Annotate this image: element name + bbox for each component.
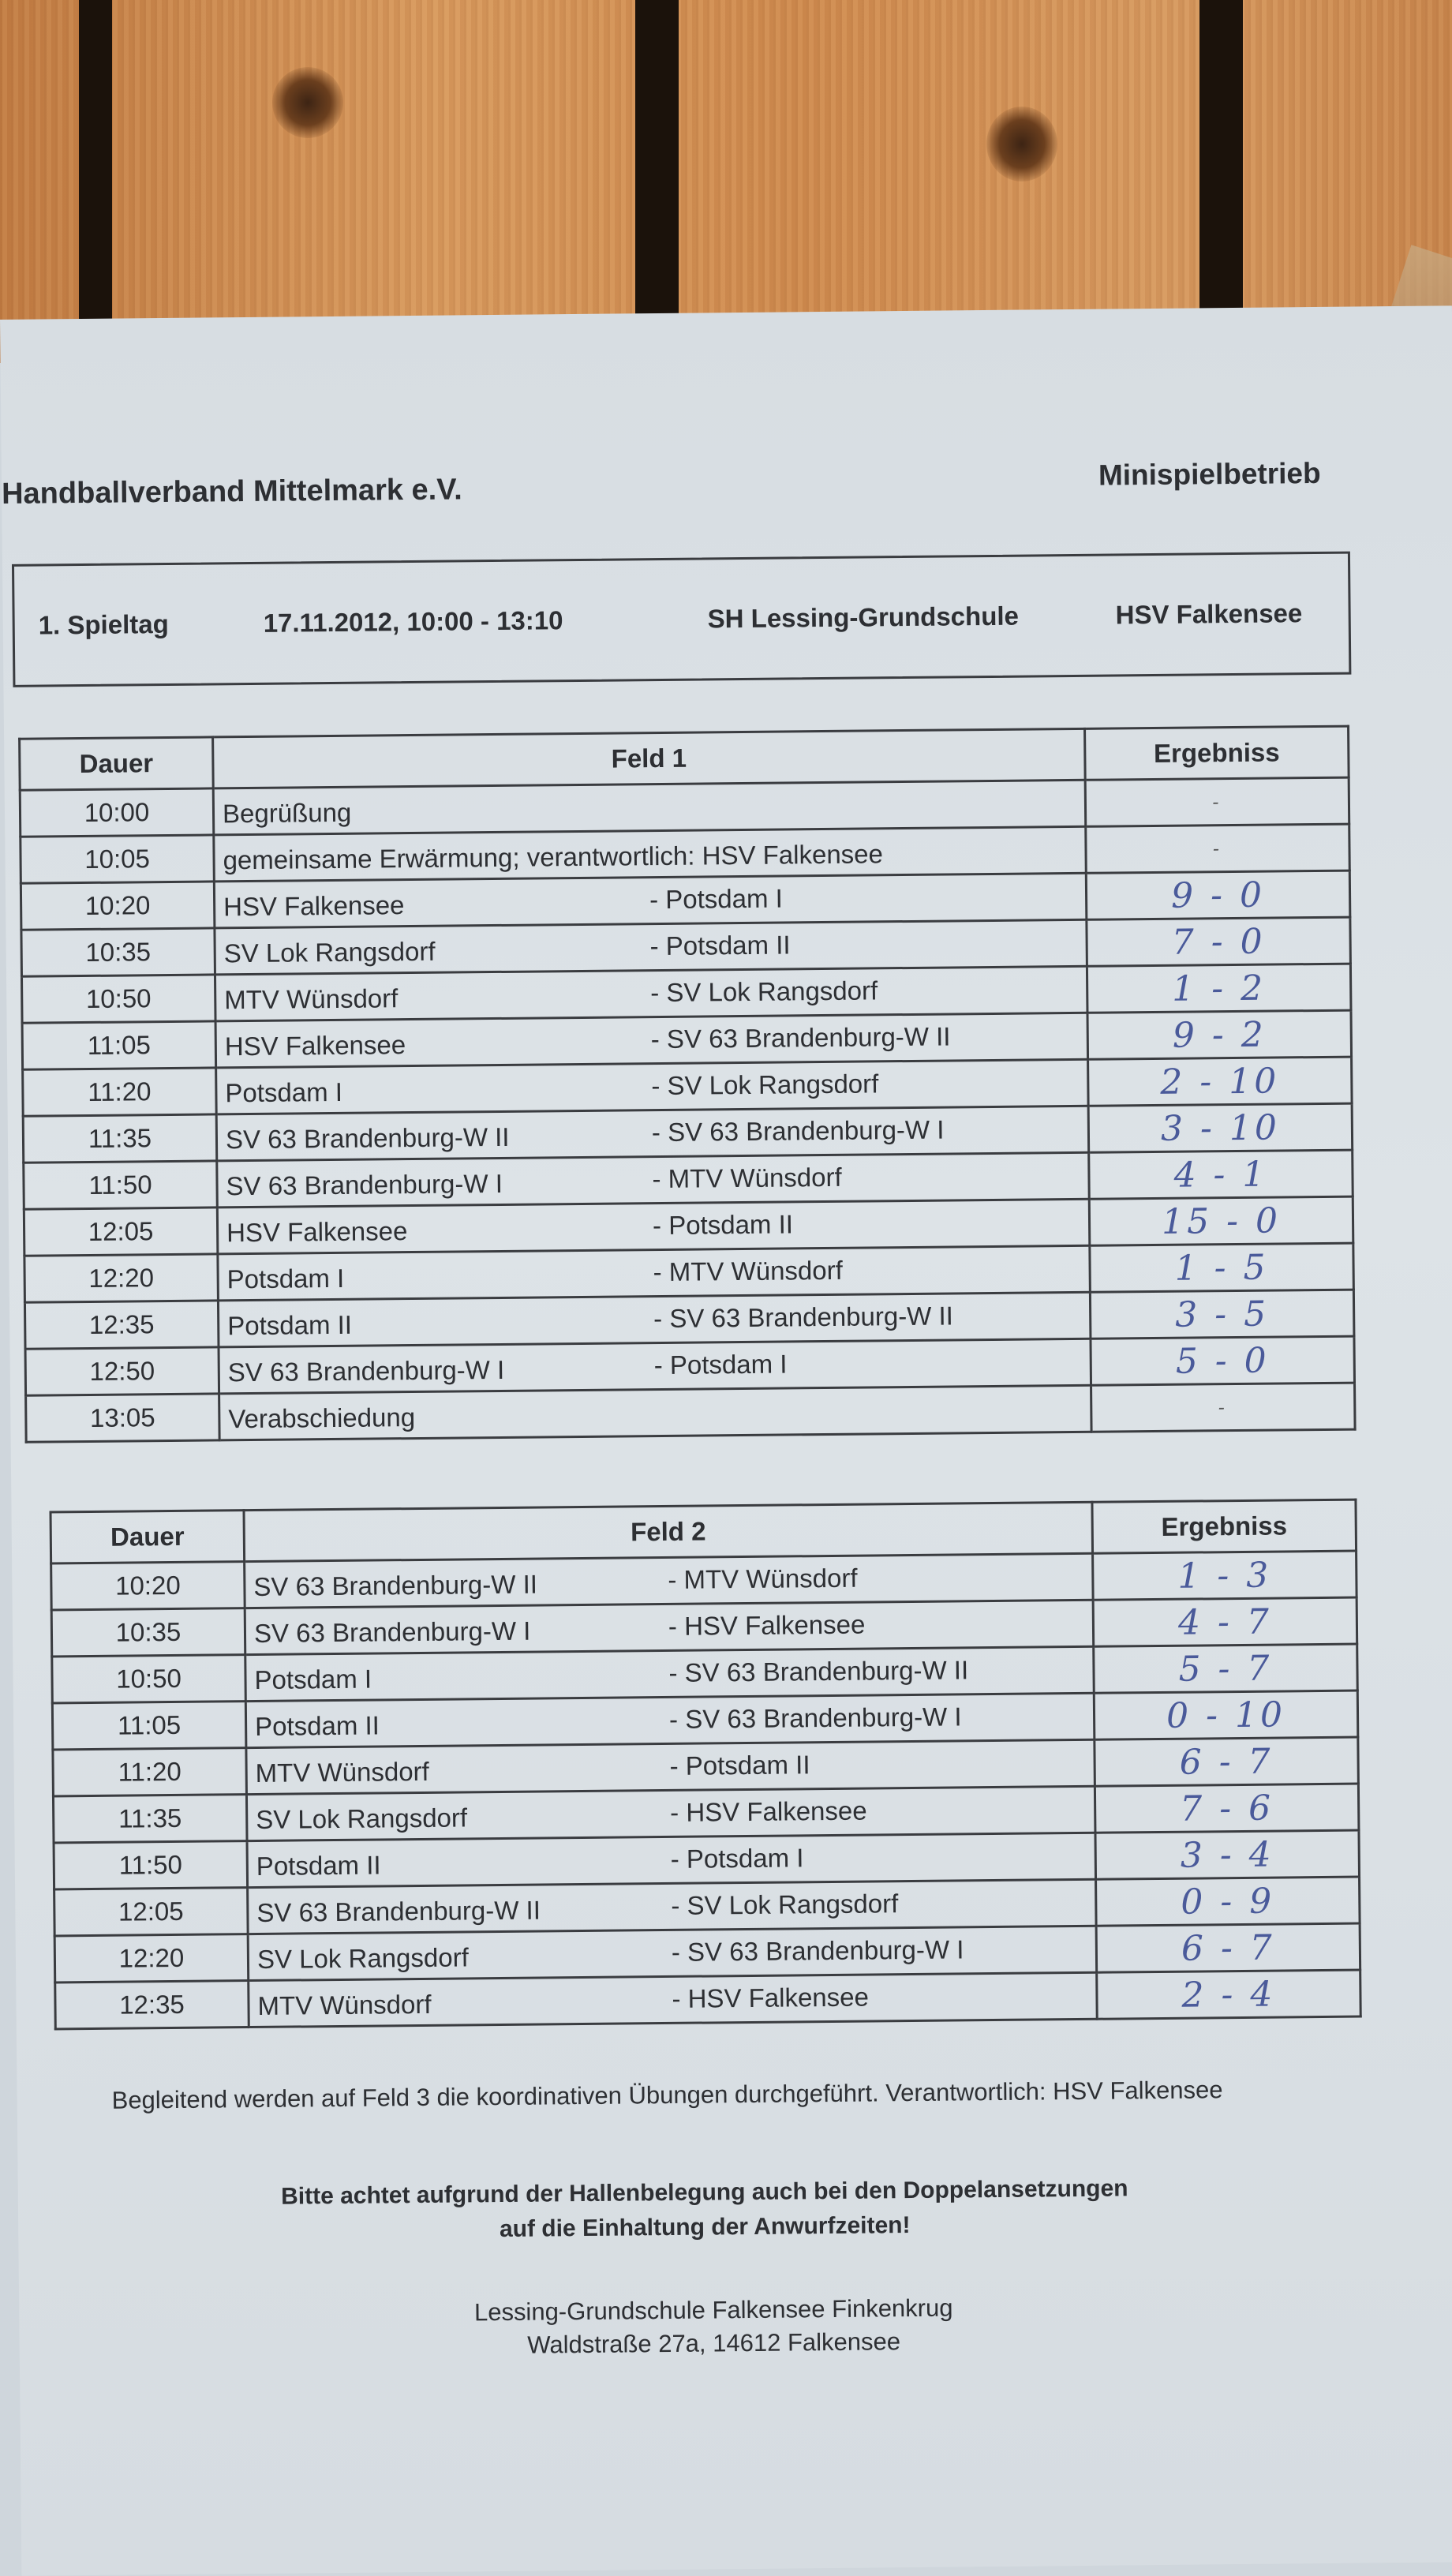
away-team: - Potsdam I <box>653 1349 788 1380</box>
away-team: - MTV Wünsdorf <box>668 1563 858 1594</box>
match-result: 7 - 6 <box>1095 1784 1359 1833</box>
match-cell <box>246 1739 1095 1794</box>
match-result: 2 - 4 <box>1097 1970 1361 2019</box>
home-team: Verabschiedung <box>228 1402 416 1434</box>
home-team: Begrüßung <box>222 797 352 829</box>
column-header-field: Feld 1 <box>213 728 1086 788</box>
organization-name: Handballverband Mittelmark e.V. <box>1 473 462 511</box>
column-header-result: Ergebniss <box>1085 726 1349 780</box>
column-header-duration: Dauer <box>20 737 214 790</box>
home-team: Potsdam II <box>254 1710 380 1741</box>
match-cell <box>245 1600 1094 1654</box>
match-cell <box>248 1879 1097 1934</box>
match-cell <box>249 1972 1098 2027</box>
match-result: 7 - 0 <box>1087 917 1351 966</box>
program-name: Minispielbetrieb <box>1098 456 1321 492</box>
home-team: HSV Falkensee <box>224 1030 406 1061</box>
wood-knot <box>272 67 343 138</box>
match-time: 12:05 <box>24 1208 218 1256</box>
match-result: 4 - 1 <box>1089 1150 1353 1199</box>
match-cell <box>214 826 1087 882</box>
match-time: 12:35 <box>55 1981 249 2029</box>
match-time: 11:20 <box>23 1068 217 1116</box>
match-time: 10:50 <box>21 975 215 1023</box>
home-team: Potsdam I <box>226 1263 345 1294</box>
away-team: - HSV Falkensee <box>668 1609 866 1641</box>
away-team: - MTV Wünsdorf <box>652 1162 842 1194</box>
home-team: SV 63 Brandenburg-W I <box>227 1354 505 1387</box>
away-team: - SV Lok Rangsdorf <box>671 1889 899 1920</box>
match-result: 15 - 0 <box>1089 1196 1353 1245</box>
match-time: 11:35 <box>53 1795 247 1843</box>
warning-line: auf die Einhaltung der Anwurfzeiten! <box>499 2212 911 2243</box>
wood-knot <box>986 107 1057 182</box>
match-cell <box>247 1833 1096 1887</box>
match-result: 1 - 5 <box>1090 1243 1354 1292</box>
match-cell <box>218 1245 1091 1301</box>
match-time: 12:20 <box>54 1934 249 1983</box>
venue-address <box>19 2287 1409 2367</box>
away-team: - SV 63 Brandenburg-W I <box>651 1114 945 1148</box>
match-cell <box>215 1013 1088 1068</box>
match-time: 10:35 <box>51 1608 245 1657</box>
home-team: SV 63 Brandenburg-W II <box>253 1569 538 1601</box>
away-team: - SV 63 Brandenburg-W II <box>653 1301 954 1334</box>
column-header-duration: Dauer <box>51 1511 245 1563</box>
match-result: 3 - 4 <box>1095 1830 1360 1879</box>
home-team: Potsdam II <box>256 1850 381 1881</box>
match-time: 10:20 <box>51 1562 245 1610</box>
match-time: 11:05 <box>52 1702 246 1750</box>
match-cell <box>214 873 1087 928</box>
match-result: - <box>1091 1383 1356 1432</box>
home-team: gemeinsame Erwärmung; verantwortlich: HSV Falkensee <box>223 839 884 875</box>
home-team: SV 63 Brandenburg-W I <box>253 1616 531 1648</box>
match-time: 11:50 <box>54 1841 248 1889</box>
home-team: Potsdam II <box>227 1309 353 1341</box>
home-team: Potsdam I <box>254 1664 372 1694</box>
match-time: 13:05 <box>26 1394 220 1442</box>
column-header-field: Feld 2 <box>244 1502 1093 1561</box>
match-result: - <box>1086 824 1350 873</box>
home-team: HSV Falkensee <box>226 1216 408 1248</box>
event-info-box <box>12 552 1351 687</box>
match-result: 5 - 0 <box>1091 1336 1355 1385</box>
schedule-sheet <box>0 305 1452 2576</box>
match-result: 1 - 3 <box>1093 1551 1357 1600</box>
match-time: 12:05 <box>54 1888 249 1936</box>
board-gap <box>79 0 112 363</box>
match-cell <box>216 1059 1089 1114</box>
match-time: 11:50 <box>24 1161 218 1209</box>
match-result: - <box>1085 777 1349 826</box>
home-team: SV 63 Brandenburg-W I <box>226 1168 503 1201</box>
home-team: Potsdam I <box>225 1076 343 1108</box>
event-venue: SH Lessing-Grundschule <box>707 601 1020 634</box>
match-result: 9 - 2 <box>1087 1010 1352 1059</box>
match-result: 6 - 7 <box>1095 1737 1359 1786</box>
away-team: - Potsdam I <box>649 883 783 915</box>
event-datetime: 17.11.2012, 10:00 - 13:10 <box>263 605 563 638</box>
away-team: - Potsdam II <box>652 1209 794 1241</box>
match-result: 6 - 7 <box>1096 1923 1360 1972</box>
match-time: 12:20 <box>24 1254 219 1302</box>
match-result: 0 - 9 <box>1096 1877 1360 1926</box>
match-cell <box>215 966 1087 1021</box>
home-team: MTV Wünsdorf <box>255 1756 429 1788</box>
away-team: - Potsdam II <box>669 1750 810 1780</box>
match-cell <box>245 1693 1095 1747</box>
match-time: 12:35 <box>24 1301 219 1349</box>
match-time: 11:35 <box>23 1114 217 1163</box>
away-team: - SV 63 Brandenburg-W II <box>650 1021 951 1054</box>
address-line: Waldstraße 27a, 14612 Falkensee <box>527 2327 901 2359</box>
field3-note: Begleitend werden auf Feld 3 die koordinativen Übungen durchgeführt. Verantwortlich: HSV Falkensee <box>111 2076 1223 2114</box>
match-cell <box>218 1292 1091 1347</box>
warning-line: Bitte achtet aufgrund der Hallenbelegung auch bei den Doppelansetzungen <box>280 2175 1128 2210</box>
home-team: MTV Wünsdorf <box>224 983 399 1015</box>
event-host: HSV Falkensee <box>1115 598 1303 630</box>
field1-table <box>18 725 1357 1443</box>
away-team: - SV Lok Rangsdorf <box>650 975 878 1008</box>
match-time: 10:00 <box>20 788 214 837</box>
away-team: - SV Lok Rangsdorf <box>651 1069 879 1101</box>
match-result: 0 - 10 <box>1094 1690 1358 1739</box>
match-result: 9 - 0 <box>1086 871 1350 919</box>
match-result: 5 - 7 <box>1094 1644 1358 1693</box>
matchday-label: 1. Spieltag <box>38 608 169 640</box>
match-cell <box>248 1926 1097 1980</box>
away-team: - MTV Wünsdorf <box>653 1255 843 1287</box>
match-cell <box>245 1553 1094 1608</box>
match-cell <box>245 1646 1095 1701</box>
home-team: SV Lok Rangsdorf <box>223 936 436 968</box>
match-cell <box>217 1199 1090 1254</box>
match-result: 2 - 10 <box>1088 1057 1353 1106</box>
match-cell <box>216 1106 1089 1161</box>
match-cell <box>219 1385 1092 1440</box>
match-cell <box>217 1152 1090 1208</box>
match-time: 10:20 <box>21 882 215 930</box>
away-team: - Potsdam II <box>649 930 791 961</box>
home-team: MTV Wünsdorf <box>257 1989 432 2020</box>
away-team: - SV 63 Brandenburg-W I <box>671 1934 964 1967</box>
home-team: SV Lok Rangsdorf <box>256 1803 468 1834</box>
away-team: - HSV Falkensee <box>670 1795 867 1827</box>
match-result: 3 - 10 <box>1088 1103 1353 1152</box>
match-time: 12:50 <box>25 1347 219 1395</box>
match-result: 3 - 5 <box>1090 1290 1354 1339</box>
away-team: - Potsdam I <box>670 1843 804 1874</box>
away-team: - SV 63 Brandenburg-W I <box>668 1702 962 1734</box>
away-team: - SV 63 Brandenburg-W II <box>668 1655 969 1687</box>
home-team: SV 63 Brandenburg-W II <box>225 1121 510 1155</box>
kickoff-warning <box>18 2169 1392 2252</box>
match-time: 10:35 <box>21 928 215 976</box>
match-time: 10:05 <box>21 835 215 883</box>
home-team: HSV Falkensee <box>223 890 405 922</box>
match-result: 1 - 2 <box>1087 964 1351 1013</box>
match-cell <box>215 919 1087 975</box>
field2-table <box>49 1499 1361 2031</box>
match-time: 11:20 <box>53 1748 247 1796</box>
match-cell <box>246 1786 1095 1840</box>
home-team: SV Lok Rangsdorf <box>256 1942 469 1974</box>
match-time: 11:05 <box>22 1021 216 1069</box>
match-cell <box>213 780 1086 835</box>
home-team: SV 63 Brandenburg-W II <box>256 1895 541 1927</box>
board-gap <box>635 0 679 363</box>
match-cell <box>219 1339 1091 1394</box>
match-time: 10:50 <box>52 1655 246 1703</box>
address-line: Lessing-Grundschule Falkensee Finkenkrug <box>473 2293 953 2327</box>
away-team: - HSV Falkensee <box>672 1982 870 2013</box>
column-header-result: Ergebniss <box>1092 1500 1357 1553</box>
match-result: 4 - 7 <box>1093 1597 1357 1646</box>
